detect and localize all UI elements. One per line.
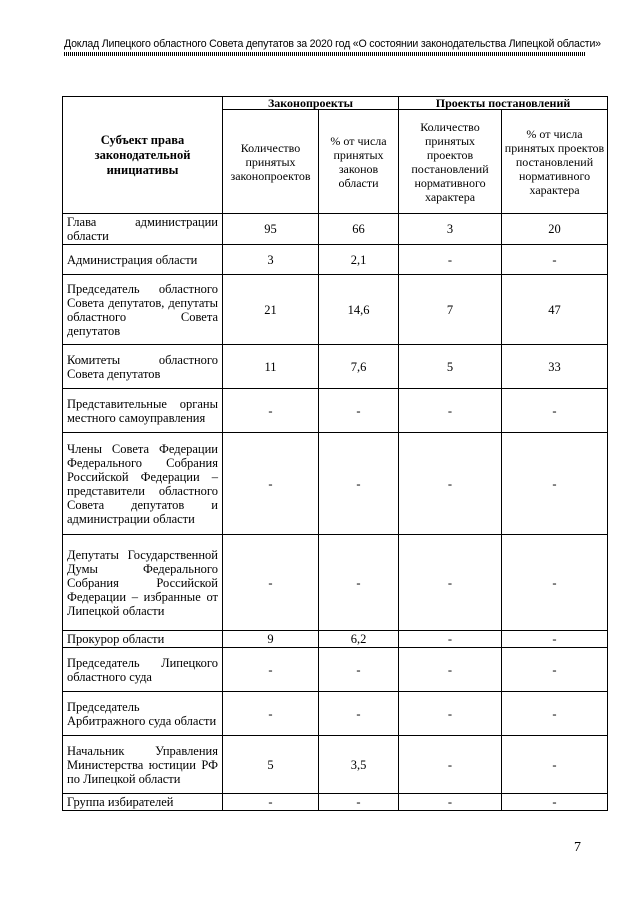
value-cell-c4: 33: [502, 345, 608, 389]
value-cell-c2: -: [319, 535, 399, 631]
value-cell-c2: 6,2: [319, 631, 399, 648]
value-cell-c2: 2,1: [319, 245, 399, 275]
column-header-resolutions-percent: % от числа принятых проектов постановлений нормативного характера: [502, 110, 608, 214]
value-cell-c1: 95: [223, 214, 319, 245]
table-row: [63, 275, 608, 345]
value-cell-c2: -: [319, 389, 399, 433]
subject-cell: Председатель Арбитражного суда области: [63, 692, 223, 736]
value-cell-c2: 14,6: [319, 275, 399, 345]
value-cell-c2: 7,6: [319, 345, 399, 389]
subject-column-header: Субъект права законодательной инициативы: [63, 97, 223, 214]
value-cell-c4: -: [502, 433, 608, 535]
value-cell-c3: -: [399, 631, 502, 648]
document-header: Доклад Липецкого областного Совета депутатов за 2020 год «О состоянии законодательства Липецкой области»: [64, 38, 601, 50]
value-cell-c4: -: [502, 389, 608, 433]
value-cell-c3: 5: [399, 345, 502, 389]
table-row: [63, 631, 608, 648]
value-cell-c2: -: [319, 794, 399, 811]
column-header-resolutions-count: Количество принятых проектов постановлений нормативного характера: [399, 110, 502, 214]
value-cell-c1: -: [223, 692, 319, 736]
value-cell-c1: 9: [223, 631, 319, 648]
subject-cell: Председатель Липецкого областного суда: [63, 648, 223, 692]
value-cell-c1: -: [223, 648, 319, 692]
table-row: [63, 648, 608, 692]
value-cell-c1: -: [223, 794, 319, 811]
value-cell-c3: 3: [399, 214, 502, 245]
value-cell-c1: -: [223, 389, 319, 433]
value-cell-c1: -: [223, 535, 319, 631]
value-cell-c4: 47: [502, 275, 608, 345]
value-cell-c4: -: [502, 535, 608, 631]
value-cell-c3: -: [399, 433, 502, 535]
table-row: [63, 245, 608, 275]
subject-cell: Представительные органы местного самоуправления: [63, 389, 223, 433]
value-cell-c1: 11: [223, 345, 319, 389]
subject-cell: Депутаты Государственной Думы Федерального Собрания Российской Федерации – избранные от Липецкой области: [63, 535, 223, 631]
value-cell-c2: -: [319, 433, 399, 535]
column-header-bills-percent: % от числа принятых законов области: [319, 110, 399, 214]
subject-cell: Члены Совета Федерации Федерального Собрания Российской Федерации – представители областного Совета депутатов и администрации области: [63, 433, 223, 535]
value-cell-c4: -: [502, 736, 608, 794]
table-row: [63, 389, 608, 433]
value-cell-c3: -: [399, 794, 502, 811]
value-cell-c1: 5: [223, 736, 319, 794]
initiative-table: [62, 96, 608, 811]
value-cell-c1: 3: [223, 245, 319, 275]
table-row: [63, 535, 608, 631]
value-cell-c4: -: [502, 631, 608, 648]
group-header-resolutions: Проекты постановлений: [399, 97, 608, 110]
subject-cell: Начальник Управления Министерства юстиции РФ по Липецкой области: [63, 736, 223, 794]
value-cell-c3: -: [399, 692, 502, 736]
table-row: [63, 345, 608, 389]
value-cell-c4: -: [502, 648, 608, 692]
value-cell-c2: -: [319, 648, 399, 692]
subject-cell: Комитеты областного Совета депутатов: [63, 345, 223, 389]
subject-cell: Группа избирателей: [63, 794, 223, 811]
table-row: [63, 692, 608, 736]
value-cell-c4: -: [502, 245, 608, 275]
value-cell-c3: -: [399, 245, 502, 275]
header-rule: [64, 52, 586, 56]
value-cell-c2: 66: [319, 214, 399, 245]
value-cell-c1: 21: [223, 275, 319, 345]
value-cell-c4: -: [502, 794, 608, 811]
table-body: [63, 214, 608, 811]
value-cell-c3: -: [399, 648, 502, 692]
value-cell-c2: -: [319, 692, 399, 736]
value-cell-c1: -: [223, 433, 319, 535]
value-cell-c4: 20: [502, 214, 608, 245]
group-header-bills: Законопроекты: [223, 97, 399, 110]
column-header-bills-count: Количество принятых законопроектов: [223, 110, 319, 214]
subject-cell: Прокурор области: [63, 631, 223, 648]
table-row: [63, 794, 608, 811]
value-cell-c2: 3,5: [319, 736, 399, 794]
value-cell-c3: -: [399, 535, 502, 631]
table-row: [63, 736, 608, 794]
table-row: [63, 433, 608, 535]
value-cell-c3: 7: [399, 275, 502, 345]
value-cell-c3: -: [399, 736, 502, 794]
subject-cell: Председатель областного Совета депутатов, депутаты областного Совета депутатов: [63, 275, 223, 345]
subject-cell: Глава администрации области: [63, 214, 223, 245]
page-number: 7: [574, 840, 581, 855]
subject-cell: Администрация области: [63, 245, 223, 275]
value-cell-c3: -: [399, 389, 502, 433]
table-row: [63, 214, 608, 245]
value-cell-c4: -: [502, 692, 608, 736]
